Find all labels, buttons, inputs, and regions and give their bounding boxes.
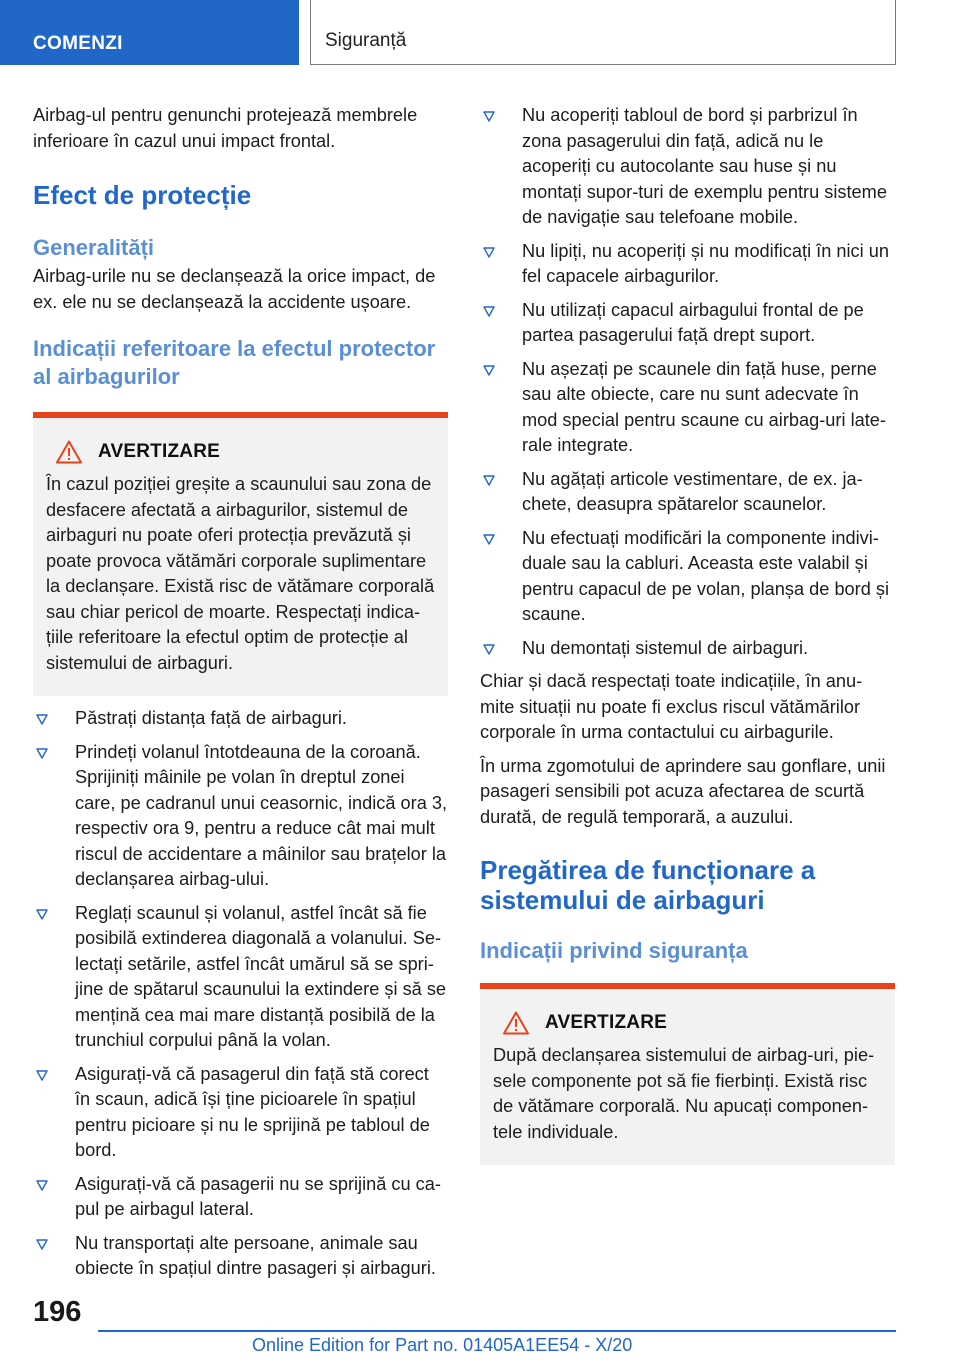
warning-header [46,440,435,464]
list-item: Prindeți volanul întotdeauna de la coroană. Sprijiniți mâinile pe volan în dreptul zonei care, pe cadranul unui ceasornic, indică ora 3, respectiv ora 9, pentru a reduce cât mai mult riscul de accidentare a mâinilor sau brațelor la declanșarea airbag-ului. [33,740,448,893]
list-item: Reglați scaunul și volanul, astfel încât să fie posibilă extinderea diagonală a volanului. Se-lectați setările, astfel încât umărul să se spri-jine de spătarul scaunului la extindere și să se mențină cea mai mare distanță posibilă de la trunchiul corpului până la volan. [33,901,448,1054]
triangle-bullet-icon [483,534,495,545]
heading-safety-notes: Indicații privind siguranța [480,938,748,963]
left-bullet-list [33,706,448,1282]
page-number: 196 [33,1296,82,1328]
triangle-bullet-icon [483,365,495,376]
warning-title: AVERTIZARE [545,1012,667,1033]
heading-general: Generalități [33,235,155,260]
list-item: Nu agățați articole vestimentare, de ex. ja-chete, deasupra spătarelor scaunelor. [480,467,895,518]
warning-triangle-icon [56,440,82,464]
triangle-bullet-icon [483,247,495,258]
general-paragraph: Airbag-urile nu se declanșează la orice impact, de ex. ele nu se declanșează la accidente ușoare. [33,266,436,312]
left-column [33,103,448,1290]
section-label: Siguranță [325,30,407,51]
list-item: Nu transportați alte persoane, animale sau obiecte în spațiul dintre pasageri și airbaguri. [33,1231,448,1282]
hearing-paragraph: În urma zgomotului de aprindere sau gonflare, unii pasageri sensibili pot acuza afectarea de scurtă durată, de regulă temporară, a auzului. [480,755,886,827]
heading-protection-effect: Efect de protecție [33,180,252,210]
warning-text: După declanșarea sistemului de airbag-uri, pie-sele componente pot să fie fierbinți. Există risc de vătămare corporală. Nu apucați componen-tele individuale. [493,1045,875,1142]
warning-text: În cazul poziției greșite a scaunului sau zona de desfacere afectată a airbagurilor, sistemul de airbaguri nu poate oferi protecția prevăzută și poate provoca vătămări corporale suplimentare la declanșare. Există risc de vătămare corporală sau chiar pericol de moarte. Respectați indica-țiile referitoare la efectul optim de protecție al sistemului de airbaguri. [46,474,435,673]
list-item: Păstrați distanța față de airbaguri. [33,706,448,732]
warning-box [480,983,895,1165]
warning-triangle-icon [503,1011,529,1035]
heading-airbag-readiness: Pregătirea de funcționare a sistemului de airbaguri [480,855,816,915]
list-item: Nu demontați sistemul de airbaguri. [480,636,895,662]
warning-box [33,412,448,696]
list-item: Asigurați-vă că pasagerii nu se sprijină cu ca-pul pe airbagul lateral. [33,1172,448,1223]
footer-divider [98,1330,896,1332]
triangle-bullet-icon [36,714,48,725]
list-item: Nu lipiți, nu acoperiți și nu modificați în nici un fel capacele airbagurilor. [480,239,895,290]
triangle-bullet-icon [36,748,48,759]
footer-edition: Online Edition for Part no. 01405A1EE54 - X/20 [252,1335,633,1355]
chapter-tab[interactable] [0,0,299,65]
heading-airbag-indications: Indicații referitoare la efectul protector al airbagurilor [33,336,436,389]
list-item: Nu efectuați modificări la componente indivi-duale sau la cabluri. Aceasta este valabil și pentru capacul de pe volan, planșa de bord și scaune. [480,526,895,628]
triangle-bullet-icon [483,111,495,122]
triangle-bullet-icon [36,909,48,920]
triangle-bullet-icon [36,1239,48,1250]
triangle-bullet-icon [36,1070,48,1081]
warning-title: AVERTIZARE [98,441,220,462]
triangle-bullet-icon [483,475,495,486]
section-header [310,0,896,65]
list-item: Asigurați-vă că pasagerul din față stă corect în scaun, adică își ține picioarele în spațiul pentru picioare și nu le sprijină pe tabloul de bord. [33,1062,448,1164]
triangle-bullet-icon [36,1180,48,1191]
triangle-bullet-icon [483,644,495,655]
triangle-bullet-icon [483,306,495,317]
list-item: Nu așezați pe scaunele din față huse, perne sau alte obiecte, care nu sunt adecvate în mod special pentru scaune cu airbag-uri late-rale integrate. [480,357,895,459]
list-item: Nu utilizați capacul airbagului frontal de pe partea pasagerului față drept suport. [480,298,895,349]
intro-paragraph: Airbag-ul pentru genunchi protejează membrele inferioare în cazul unui impact frontal. [33,105,418,151]
chapter-label: COMENZI [33,33,123,54]
right-column [480,103,895,1165]
right-bullet-list [480,103,895,661]
list-item: Nu acoperiți tabloul de bord și parbrizul în zona pasagerului din față, adică nu le acoperiți cu autocolante sau huse și nu montați supor-turi de exemplu pentru sisteme de navigație sau telefoane mobile. [480,103,895,231]
warning-header [493,1011,882,1035]
residual-risk-paragraph: Chiar și dacă respectați toate indicațiile, în anu-mite situații nu poate fi exclus riscul vătămărilor corporale în urma contactului cu airbagurile. [480,671,863,742]
